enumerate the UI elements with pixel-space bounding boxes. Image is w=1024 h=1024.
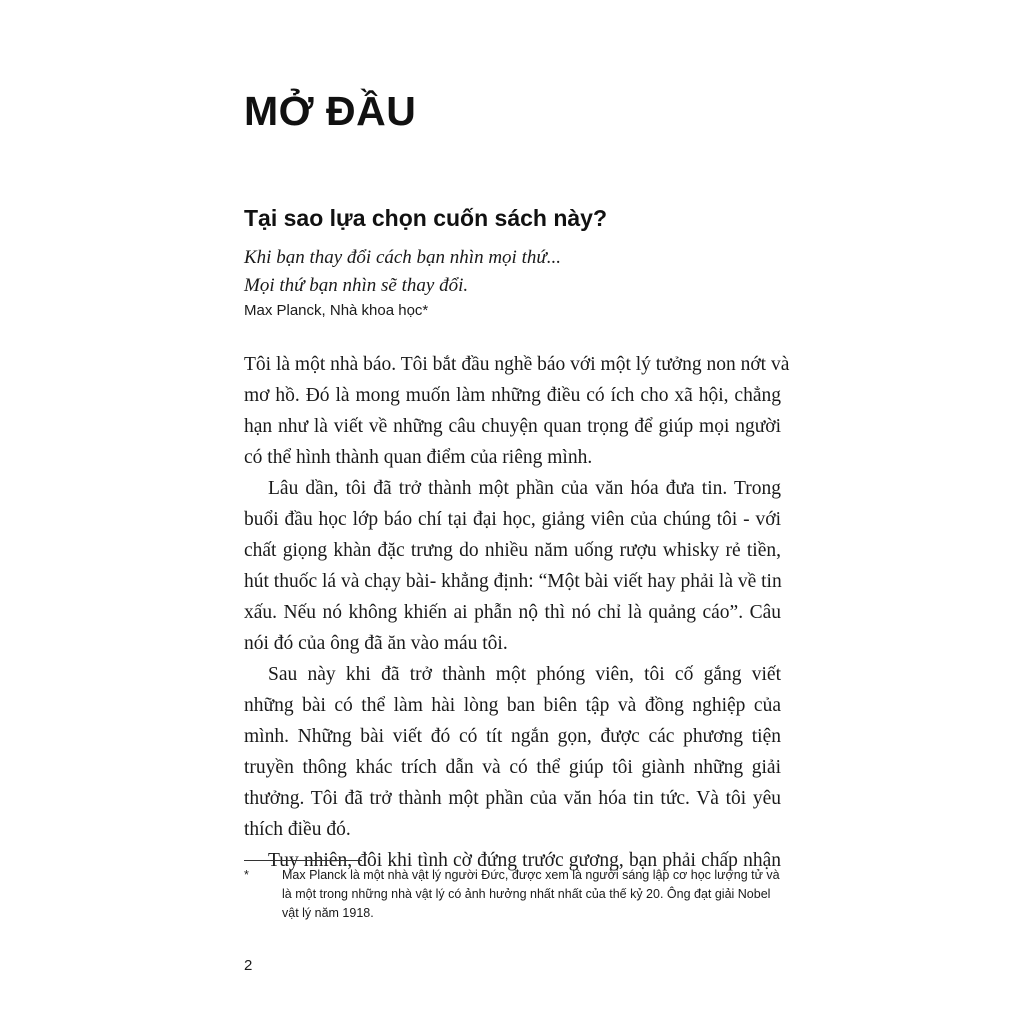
page-number: 2	[244, 957, 253, 974]
text-line: Tuy nhiên, đôi khi tình cờ đứng trước gương, bạn phải chấp nhận	[268, 850, 781, 871]
text-line: Lâu dần, tôi đã trở thành một phần của văn hóa đưa tin. Trong	[268, 478, 781, 499]
text-line: buổi đầu học lớp báo chí tại đại học, giảng viên của chúng tôi - với	[244, 509, 781, 530]
text-line: chất giọng khàn đặc trưng do nhiều năm uống rượu whisky rẻ tiền,	[244, 540, 781, 561]
footnote-line: là một trong những nhà vật lý có ảnh hưởng nhất nhất của thế kỷ 20. Ông đạt giải Nobel	[282, 887, 771, 901]
chapter-title: MỞ ĐẦU	[244, 88, 417, 134]
text-line: mơ hồ. Đó là mong muốn làm những điều có ích cho xã hội, chẳng	[244, 385, 781, 406]
paragraph	[244, 349, 790, 473]
text-line: mình. Những bài viết đó có tít ngắn gọn, được các phương tiện	[244, 726, 781, 747]
footnote-marker: *	[244, 868, 249, 882]
body-text	[244, 349, 790, 876]
text-line: Sau này khi đã trở thành một phóng viên, tôi cố gắng viết	[268, 664, 781, 685]
text-line: xấu. Nếu nó không khiến ai phẫn nộ thì nó chỉ là quảng cáo”. Câu	[244, 602, 781, 623]
epigraph-line: Mọi thứ bạn nhìn sẽ thay đổi.	[244, 275, 469, 296]
text-line: những bài có thể làm hài lòng ban biên tập và đồng nghiệp của	[244, 695, 781, 716]
text-line: hạn như là viết về những câu chuyện quan trọng để giúp mọi người	[244, 416, 781, 437]
text-line: hút thuốc lá và chạy bài- khẳng định: “Một bài viết hay phải là về tin	[244, 571, 782, 592]
section-title: Tại sao lựa chọn cuốn sách này?	[244, 205, 608, 231]
epigraph-line: Khi bạn thay đổi cách bạn nhìn mọi thứ...	[244, 247, 561, 268]
footnote-line: vật lý năm 1918.	[282, 906, 374, 920]
epigraph	[244, 244, 804, 300]
paragraph	[244, 659, 781, 845]
text-line: thích điều đó.	[244, 819, 351, 840]
footnote-text	[282, 866, 781, 923]
text-line: Tôi là một nhà báo. Tôi bắt đầu nghề báo với một lý tưởng non nớt và	[244, 354, 790, 375]
text-line: nói đó của ông đã ăn vào máu tôi.	[244, 633, 508, 654]
paragraph	[244, 473, 781, 659]
text-line: có thể hình thành quan điểm của riêng mình.	[244, 447, 593, 468]
text-line: truyền thông khác trích dẫn và có thể giúp tôi giành những giải	[244, 757, 781, 778]
footnote-line: Max Planck là một nhà vật lý người Đức, được xem là người sáng lập cơ học lượng tử và	[282, 868, 780, 882]
epigraph-attribution: Max Planck, Nhà khoa học*	[244, 302, 429, 319]
footnote-divider	[244, 860, 362, 861]
footnote	[244, 866, 781, 923]
text-line: thưởng. Tôi đã trở thành một phần của văn hóa tin tức. Và tôi yêu	[244, 788, 781, 809]
